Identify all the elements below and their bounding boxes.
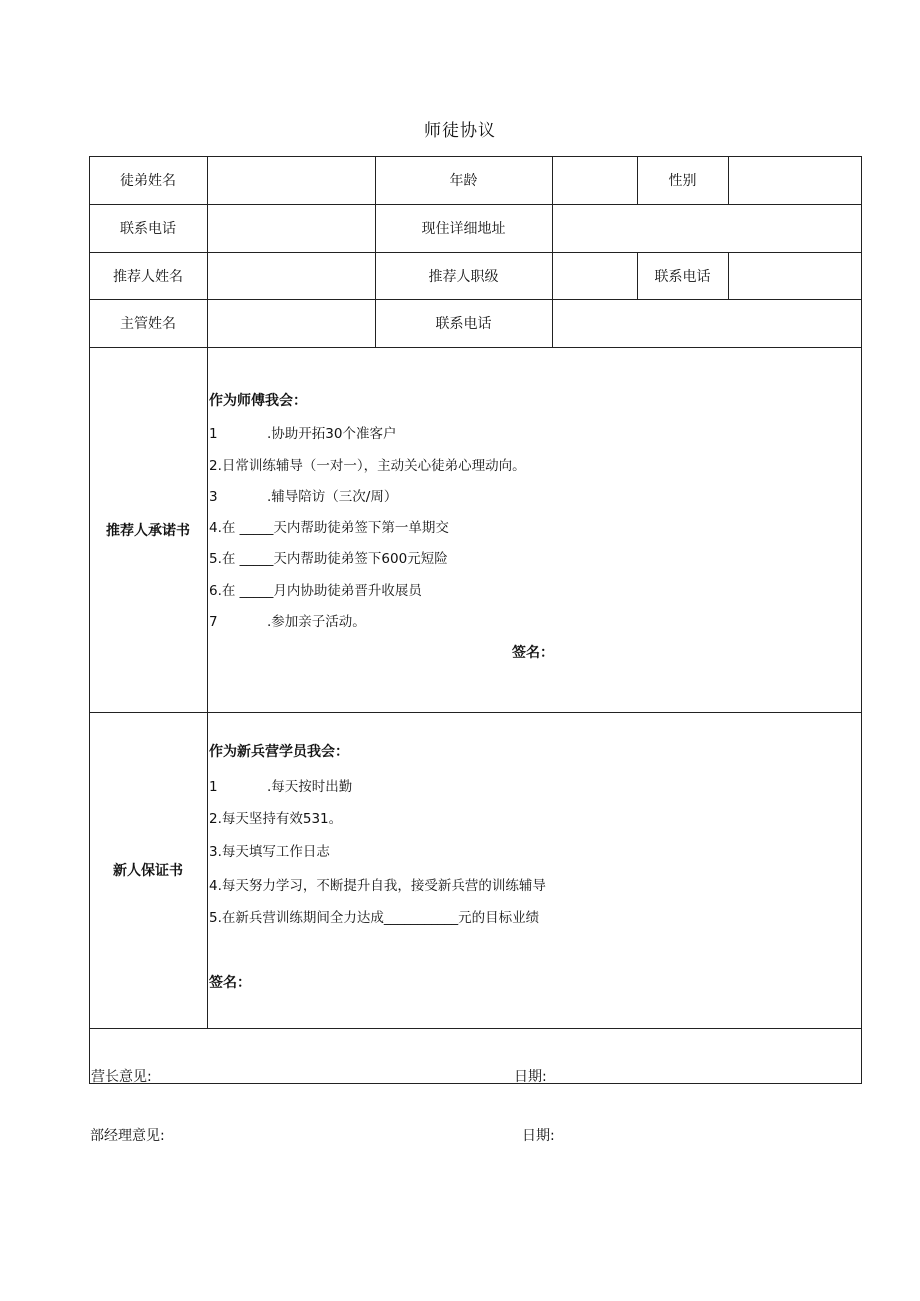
newbie-section-label: 新人保证书 bbox=[113, 863, 183, 879]
list-item: 1 .协助开拓30个准客户 bbox=[209, 426, 397, 442]
age-field[interactable] bbox=[553, 156, 637, 204]
referrer-signature[interactable]: 签名： bbox=[512, 645, 554, 661]
apprentice-name-field[interactable] bbox=[208, 156, 375, 204]
list-item: 5.在新兵营训练期间全力达成___________元的目标业绩 bbox=[209, 910, 540, 926]
list-item: 3 .辅导陪访（三次/周） bbox=[209, 489, 398, 505]
camp-leader-date-label: 日期: bbox=[514, 1069, 547, 1085]
apprentice-phone-field[interactable] bbox=[208, 204, 375, 252]
referrer-name-label: 推荐人姓名 bbox=[113, 268, 183, 285]
address-field[interactable] bbox=[553, 204, 861, 252]
list-item: 7 .参加亲子活动。 bbox=[209, 614, 366, 630]
camp-leader-opinion-label: 营长意见: bbox=[91, 1069, 152, 1085]
list-item: 3.每天填写工作日志 bbox=[209, 844, 330, 860]
referrer-phone-label: 联系电话 bbox=[654, 268, 711, 285]
gender-field[interactable] bbox=[729, 156, 861, 204]
supervisor-phone-field[interactable] bbox=[553, 299, 861, 347]
dept-manager-opinion-label: 部经理意见: bbox=[90, 1128, 165, 1144]
list-item: 2.每天坚持有效531。 bbox=[209, 811, 343, 827]
apprentice-phone-label: 联系电话 bbox=[120, 221, 176, 237]
supervisor-name-field[interactable] bbox=[208, 299, 375, 347]
address-label: 现住详细地址 bbox=[421, 221, 506, 237]
gender-label: 性别 bbox=[668, 173, 697, 189]
supervisor-name-label: 主管姓名 bbox=[120, 316, 176, 332]
list-item: 4.在 _____天内帮助徒弟签下第一单期交 bbox=[209, 520, 449, 536]
list-item: 2.日常训练辅导（一对一），主动关心徒弟心理动向。 bbox=[209, 458, 526, 474]
newbie-heading: 作为新兵营学员我会： bbox=[209, 744, 349, 760]
referrer-section-label: 推荐人承诺书 bbox=[106, 522, 190, 539]
referrer-rank-field[interactable] bbox=[553, 252, 637, 299]
referrer-heading: 作为师傅我会： bbox=[209, 393, 307, 409]
supervisor-phone-label: 联系电话 bbox=[435, 316, 492, 332]
list-item: 1 .每天按时出勤 bbox=[209, 779, 353, 795]
apprentice-name-label: 徒弟姓名 bbox=[120, 173, 176, 189]
list-item: 6.在 _____月内协助徒弟晋升收展员 bbox=[209, 583, 422, 599]
list-item: 4.每天努力学习，不断提升自我，接受新兵营的训练辅导 bbox=[209, 878, 546, 894]
dept-manager-date-label: 日期: bbox=[522, 1128, 555, 1144]
list-item: 5.在 _____天内帮助徒弟签下600元短险 bbox=[209, 551, 448, 567]
document-title: 师徒协议 bbox=[424, 121, 496, 141]
newbie-signature[interactable]: 签名： bbox=[209, 975, 251, 991]
age-label: 年龄 bbox=[449, 173, 478, 189]
referrer-phone-field[interactable] bbox=[729, 252, 861, 299]
referrer-name-field[interactable] bbox=[208, 252, 375, 299]
referrer-rank-label: 推荐人职级 bbox=[428, 268, 499, 285]
